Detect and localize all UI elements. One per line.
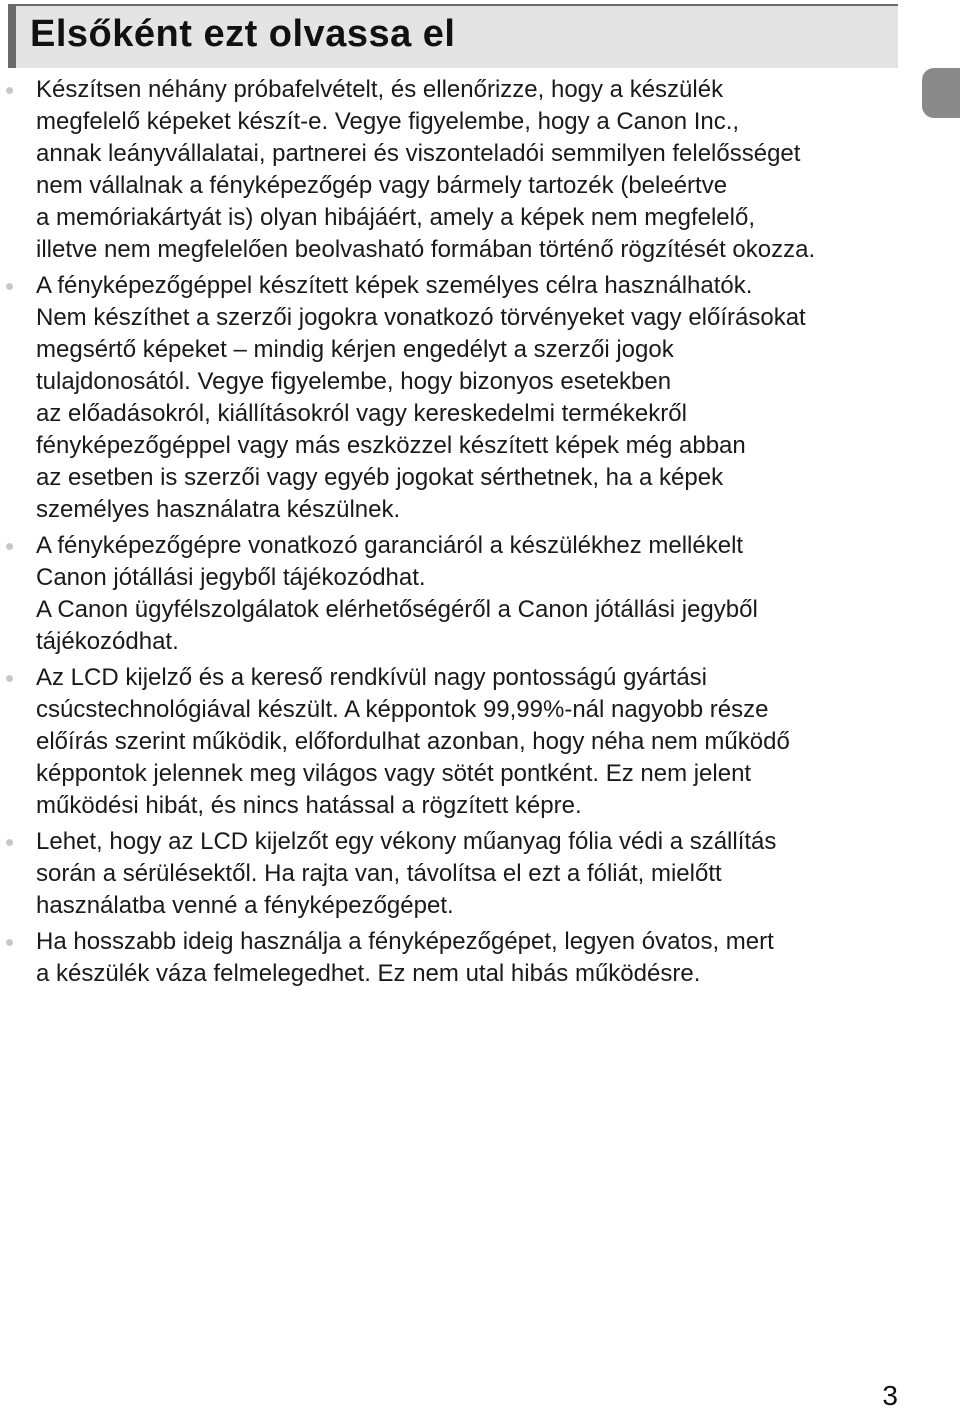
bullet-item-copyright bbox=[0, 270, 900, 526]
bullet-item-test-shots bbox=[0, 74, 900, 266]
page-title: Elsőként ezt olvassa el bbox=[30, 13, 456, 55]
text-line: Lehet, hogy az LCD kijelzőt egy vékony műanyag fólia védi a szállítás bbox=[36, 828, 777, 855]
text-line: az esetben is szerzői vagy egyéb jogokat sérthetnek, ha a képek bbox=[36, 464, 724, 491]
text-line: az előadásokról, kiállításokról vagy kereskedelmi termékekről bbox=[36, 400, 687, 427]
bullet-dot-icon bbox=[6, 543, 13, 550]
text-line: személyes használatra készülnek. bbox=[36, 496, 401, 523]
text-line: használatba venné a fényképezőgépet. bbox=[36, 892, 454, 919]
text-line: fényképezőgéppel vagy más eszközzel készített képek még abban bbox=[36, 432, 746, 459]
text-line: tájékozódhat. bbox=[36, 628, 179, 655]
bullet-list bbox=[0, 74, 900, 994]
bullet-dot-icon bbox=[6, 839, 13, 846]
text-line: A fényképezőgépre vonatkozó garanciáról a készülékhez mellékelt bbox=[36, 532, 744, 559]
bullet-item-lcd-pixels bbox=[0, 662, 900, 822]
header-accent-bar bbox=[8, 6, 16, 68]
bullet-dot-icon bbox=[6, 87, 13, 94]
text-line: során a sérülésektől. Ha rajta van, távolítsa el ezt a fóliát, mielőtt bbox=[36, 860, 722, 887]
page-number: 3 bbox=[882, 1380, 898, 1411]
text-line: illetve nem megfelelően beolvasható formában történő rögzítését okozza. bbox=[36, 236, 816, 263]
text-line: annak leányvállalatai, partnerei és viszonteladói semmilyen felelősséget bbox=[36, 140, 801, 167]
bullet-dot-icon bbox=[6, 283, 13, 290]
bullet-item-protective-film bbox=[0, 826, 900, 922]
text-line: nem vállalnak a fényképezőgép vagy bármely tartozék (beleértve bbox=[36, 172, 728, 199]
text-line: a memóriakártyát is) olyan hibájáért, amely a képek nem megfelelő, bbox=[36, 204, 755, 231]
text-line: megfelelő képeket készít-e. Vegye figyelembe, hogy a Canon Inc., bbox=[36, 108, 740, 135]
text-line: megsértő képeket – mindig kérjen engedélyt a szerzői jogok bbox=[36, 336, 674, 363]
text-line: Ha hosszabb ideig használja a fényképezőgépet, legyen óvatos, mert bbox=[36, 928, 774, 955]
chapter-tab-marker bbox=[922, 68, 960, 118]
text-line: előírás szerint működik, előfordulhat azonban, hogy néha nem működő bbox=[36, 728, 790, 755]
text-line: a készülék váza felmelegedhet. Ez nem utal hibás működésre. bbox=[36, 960, 701, 987]
bullet-dot-icon bbox=[6, 939, 13, 946]
text-line: Canon jótállási jegyből tájékozódhat. bbox=[36, 564, 426, 591]
text-line: A Canon ügyfélszolgálatok elérhetőségéről a Canon jótállási jegyből bbox=[36, 596, 758, 623]
section-header bbox=[8, 4, 898, 68]
bullet-item-body-heat bbox=[0, 926, 900, 990]
text-line: Nem készíthet a szerzői jogokra vonatkozó törvényeket vagy előírásokat bbox=[36, 304, 806, 331]
text-line: Készítsen néhány próbafelvételt, és ellenőrizze, hogy a készülék bbox=[36, 76, 724, 103]
bullet-dot-icon bbox=[6, 675, 13, 682]
text-line: A fényképezőgéppel készített képek személyes célra használhatók. bbox=[36, 272, 753, 299]
text-line: Az LCD kijelző és a kereső rendkívül nagy pontosságú gyártási bbox=[36, 664, 708, 691]
text-line: képpontok jelennek meg világos vagy sötét pontként. Ez nem jelent bbox=[36, 760, 752, 787]
bullet-item-warranty bbox=[0, 530, 900, 658]
text-line: csúcstechnológiával készült. A képpontok 99,99%-nál nagyobb része bbox=[36, 696, 769, 723]
text-line: működési hibát, és nincs hatással a rögzített képre. bbox=[36, 792, 582, 819]
text-line: tulajdonosától. Vegye figyelembe, hogy bizonyos esetekben bbox=[36, 368, 672, 395]
